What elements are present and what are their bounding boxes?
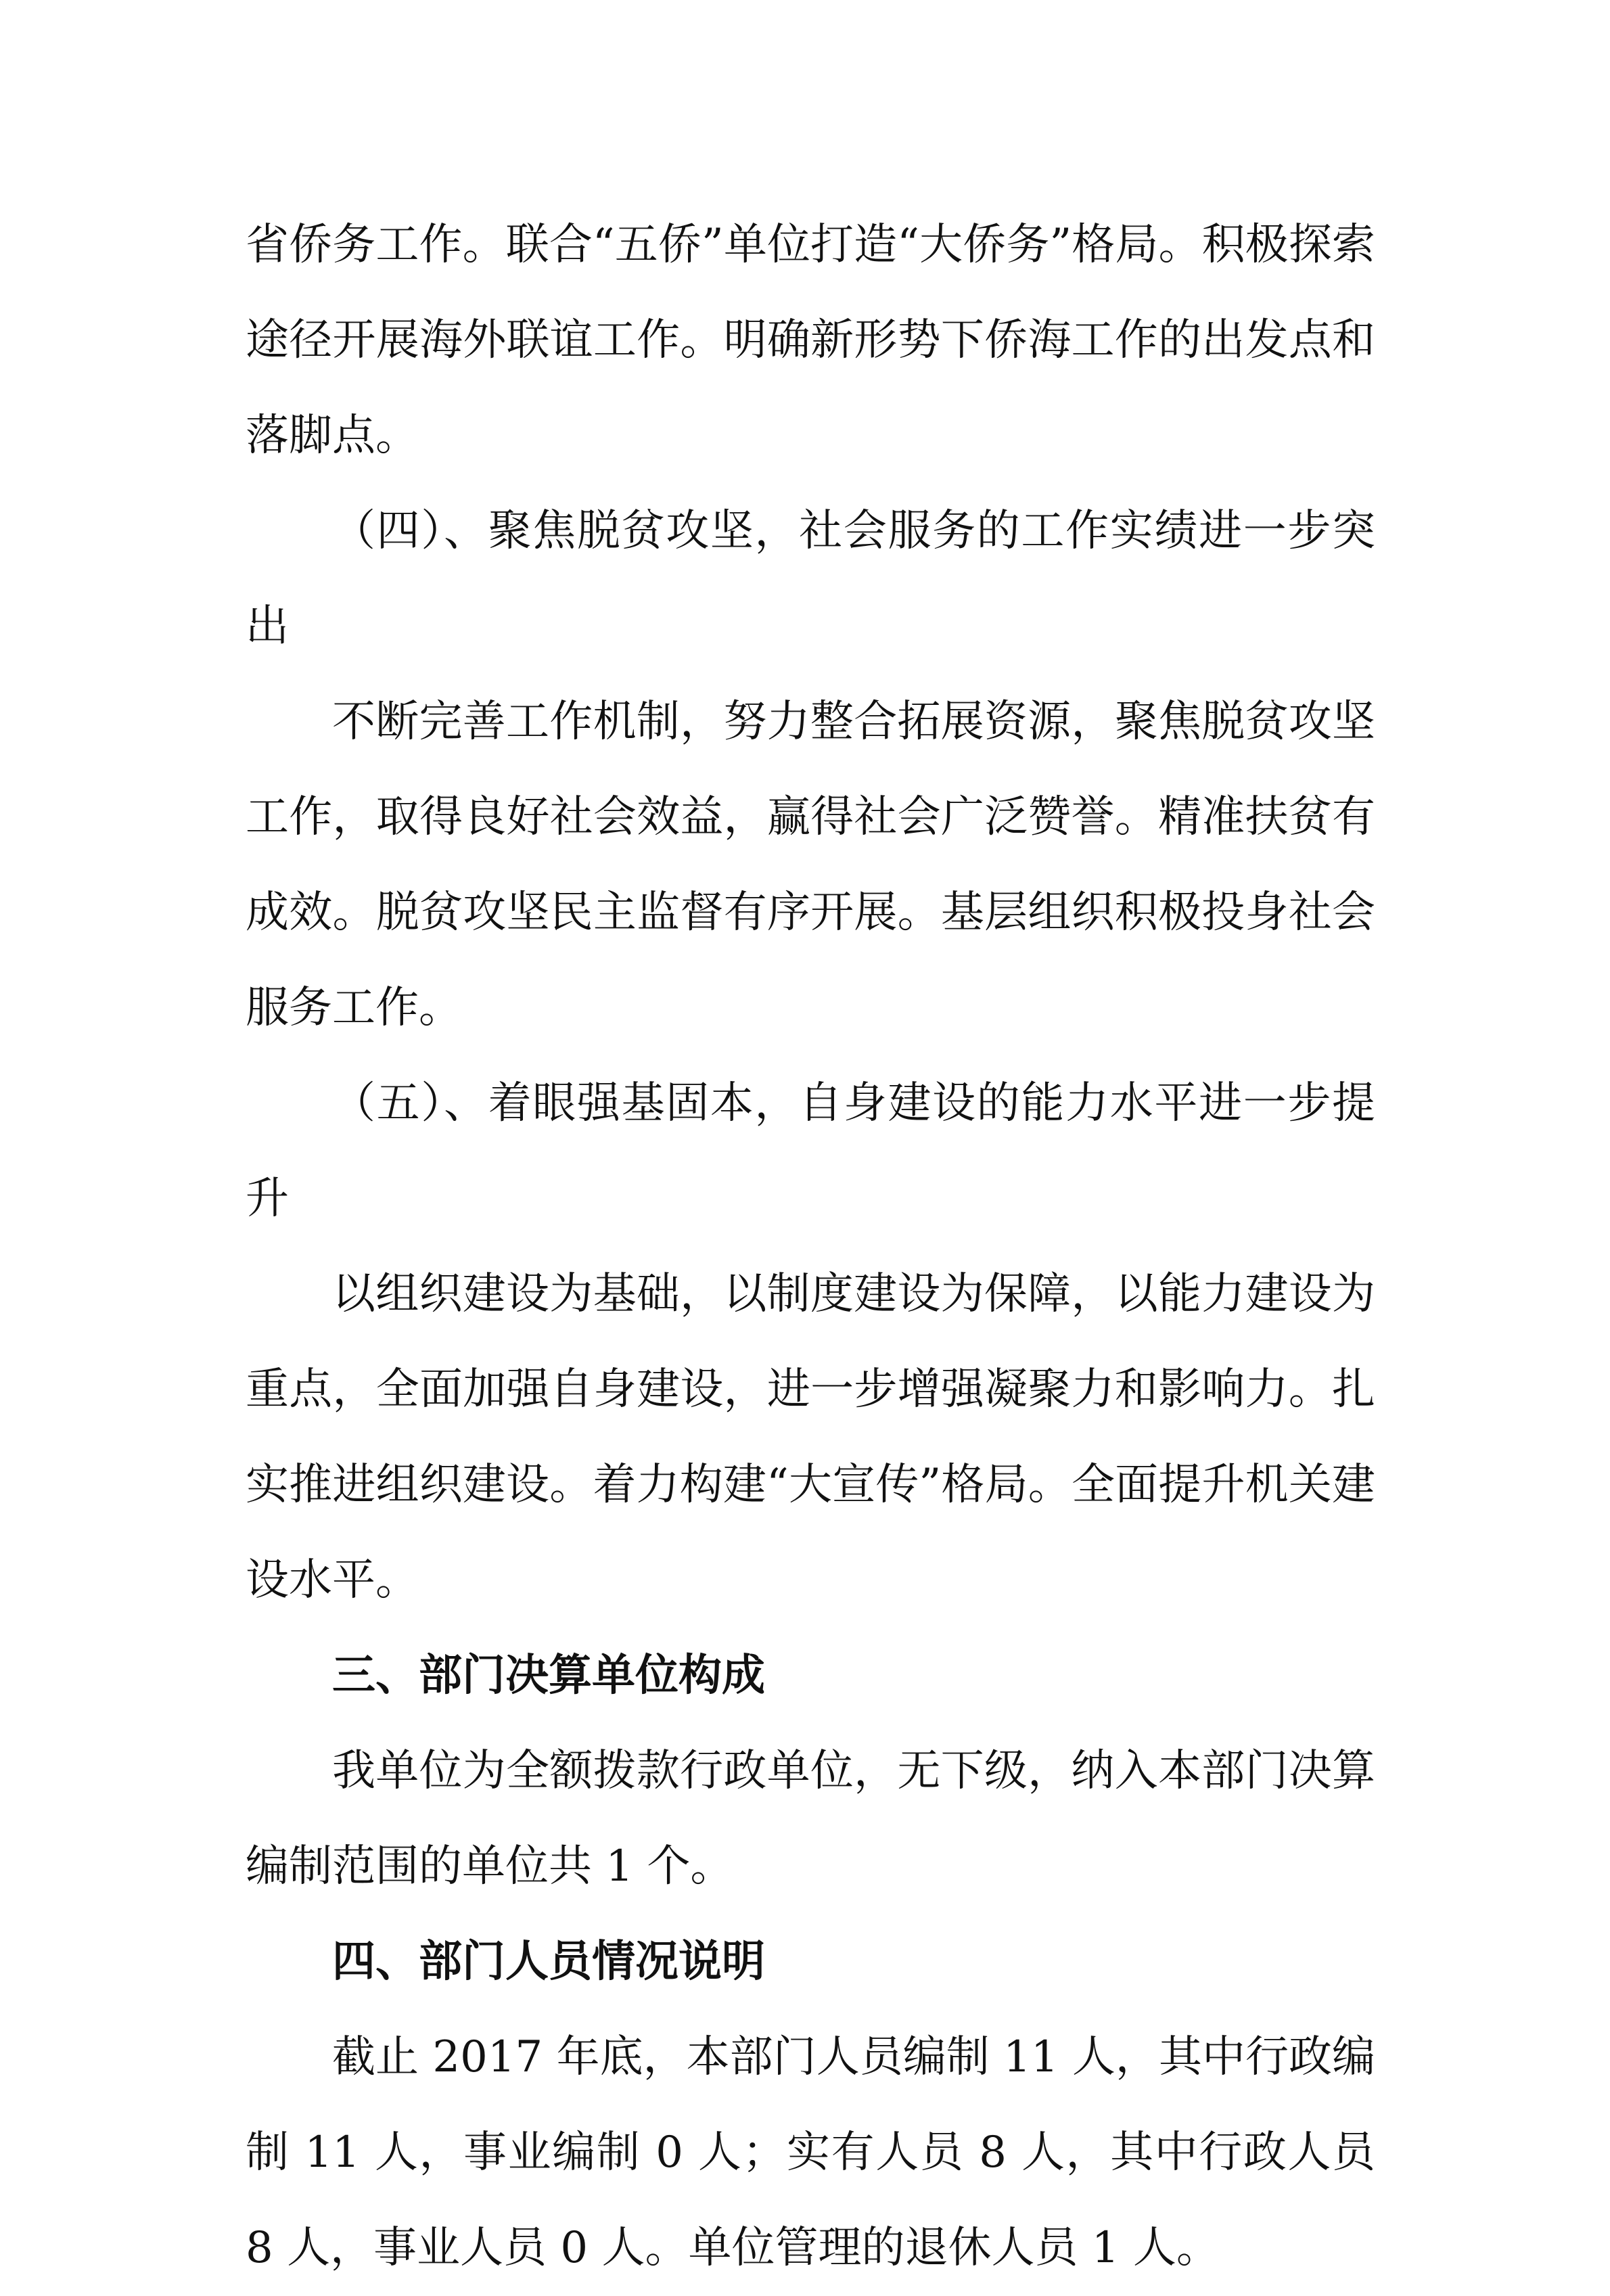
paragraph-overseas-chinese-work: 省侨务工作。联合“五侨”单位打造“大侨务”格局。积极探索途径开展海外联谊工作。明确新形势下侨海工作的出发点和落脚点。 bbox=[246, 220, 1375, 461]
paragraph-poverty-alleviation: 不断完善工作机制，努力整合拓展资源，聚焦脱贫攻坚工作，取得良好社会效益，赢得社会广泛赞誉。精准扶贫有成效。脱贫攻坚民主监督有序开展。基层组织积极投身社会服务工作。 bbox=[246, 697, 1375, 1033]
section-heading-staff: 四、部门人员情况说明 bbox=[332, 1937, 765, 1987]
paragraph-self-construction: 以组织建设为基础，以制度建设为保障，以能力建设为重点，全面加强自身建设，进一步增强凝聚力和影响力。扎实推进组织建设。着力构建“大宣传”格局。全面提升机关建设水平。 bbox=[246, 1269, 1375, 1605]
section-heading-unit-composition: 三、部门决算单位构成 bbox=[332, 1651, 765, 1701]
subheading-self-construction: （五）、着眼强基固本，自身建设的能力水平进一步提升 bbox=[246, 1078, 1375, 1224]
subheading-poverty-alleviation: （四）、聚焦脱贫攻坚，社会服务的工作实绩进一步突出 bbox=[246, 506, 1375, 651]
document-body bbox=[246, 198, 1375, 2296]
paragraph-staff: 截止 2017 年底，本部门人员编制 11 人，其中行政编制 11 人，事业编制 0 人；实有人员 8 人，其中行政人员 8 人，事业人员 0 人。单位管理的退休人员 1 人。 bbox=[246, 2032, 1375, 2273]
paragraph-unit-composition: 我单位为全额拨款行政单位，无下级，纳入本部门决算编制范围的单位共 1 个。 bbox=[246, 1746, 1375, 1891]
